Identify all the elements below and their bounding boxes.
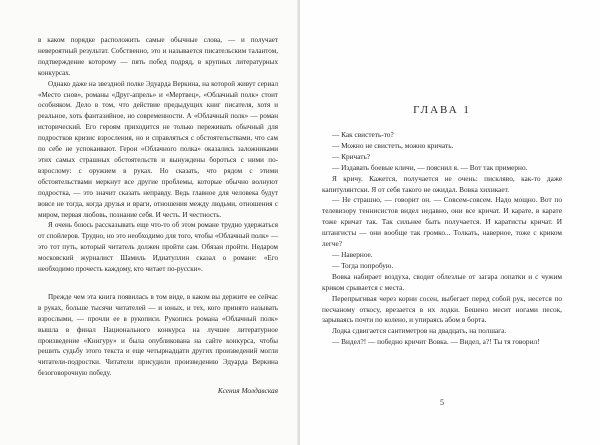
right-paragraph: Вовка набирает воздуха, сводит облезлые от загара лопатки и с чужим криком срывается с места.	[322, 271, 562, 292]
right-page-text	[322, 130, 562, 348]
right-paragraph: — Можно не свистеть, можно кричать.	[332, 140, 454, 150]
right-paragraph: Я кричу. Кажется, получается не очень: писклявo, как-то даже капитулянтски. Я от себя такого не ожидал. Вовка хихикает.	[322, 173, 562, 194]
left-page-text	[38, 35, 278, 396]
left-paragraph: Однако даже на звездной полке Эдуарда Веркина, на которой живут сериал «Место снов», романы «Друг-апрель» и «Мертвец», «Облачный полк» стоит особняком. Дело в том, что действие предыдущих книг писателя, хотя и реальное, хоть фантазийное, но современности. А «Облачный полк» — роман исторический. Его героям приходится не только переживать обычный для подростков кризис взросления, но и справляться с обстоятельствами, что сам по себе не успокаивают. Герои «Облачного полка» оказались заложниками этих самых страшных обстоятельств и вынуждены бороться с ними по-взрослому: с оружием в руках. Но сказать, что рядом с этими обстоятельствами меркнут все другие проблемы, которые обычно волнуют подростка, — это значит сказать неправду. Ведь главное для человека будут вовсе не тогда, когда друзья и враги, отношения между людьми, отношения с миром, первая любовь, познание себя. И честь. И честность.	[38, 79, 278, 219]
left-paragraph: Я очень боюсь рассказывать еще что-то об этом романе трудно удержаться от спойлеров. Трудно, но это необходимо для того, чтобы «Облачный полк» — это тот путь, который читатель должен пройти сам. Обязан пройти. Недаром московский журналист Шамиль Идиатуллин сказал о романе: «Его необходимо прочесть каждому, кто читает по-русски».	[38, 221, 278, 274]
right-paragraph: Перепрыгивая через корни сосен, выбегает перед собой рук, несется по песчаному откосу, врезается в их лодки. Бешено месит ногами песок, зарываясь почти по колено, и упираясь абом в борта.	[322, 293, 562, 325]
left-paragraph: Прежде чем эта книга появилась в том виде, в каком вы держите ее сейчас в руках, больше тысячи читателей — и юных, и тех, кого принято называть взрослыми, — прочли ее в рукописи. Рукопись романа «Облачный полк» вышла в финал Национального конкурса на лучшее литературное произведение «Книгуру» и была опубликована на сайте конкурса, чтобы решить судьбу этого текста и еще четырнадцати других произведений могли читатели-подростки. Читатели присудили произведению Эдуарда Веркина безоговорочную победу.	[38, 292, 278, 378]
right-paragraph: — Издавать боевые кличи, — пояснил я. — Вот так примерно.	[332, 162, 528, 172]
right-paragraph: — Наверное.	[332, 249, 373, 259]
right-paragraph: — Не страшно, — говорит он. — Совсем-совсем. Надо мощно. Вот по телевизору теннисистов видел недавно, они все кричат. И карате, в карате тоже кричат так. Так сильнее быть получается. И каратисты кричат. И штангисты — они вообще так громко... Толкать, наверное, тоже с криком легче?	[322, 195, 562, 249]
right-paragraph: — Тогда попробую.	[332, 260, 394, 270]
page-number: 5	[440, 398, 444, 407]
chapter-title: ГЛАВА 1	[413, 104, 471, 116]
right-paragraph: — Как свистеть-то?	[332, 130, 394, 139]
author-signature: Ксения Молдавская	[217, 386, 278, 396]
right-paragraph: — Кричать?	[332, 151, 371, 161]
paragraph-gap	[38, 275, 278, 292]
right-paragraph: Лодка сдвигается сантиметров на двадцать, на полшага.	[332, 326, 507, 336]
right-paragraph: — Видел?! — победно кричит Вовка. — Видел, а?! Ты тя говорил!	[332, 337, 540, 347]
left-page	[0, 0, 299, 445]
left-paragraph: в каком порядке расположить самые обычные слова, — и получает невероятный результат. Собственно, это и называется писательским талантом, подтверждение которому — пять побед подряд, в крупных литературных конкурсах.	[38, 36, 278, 77]
